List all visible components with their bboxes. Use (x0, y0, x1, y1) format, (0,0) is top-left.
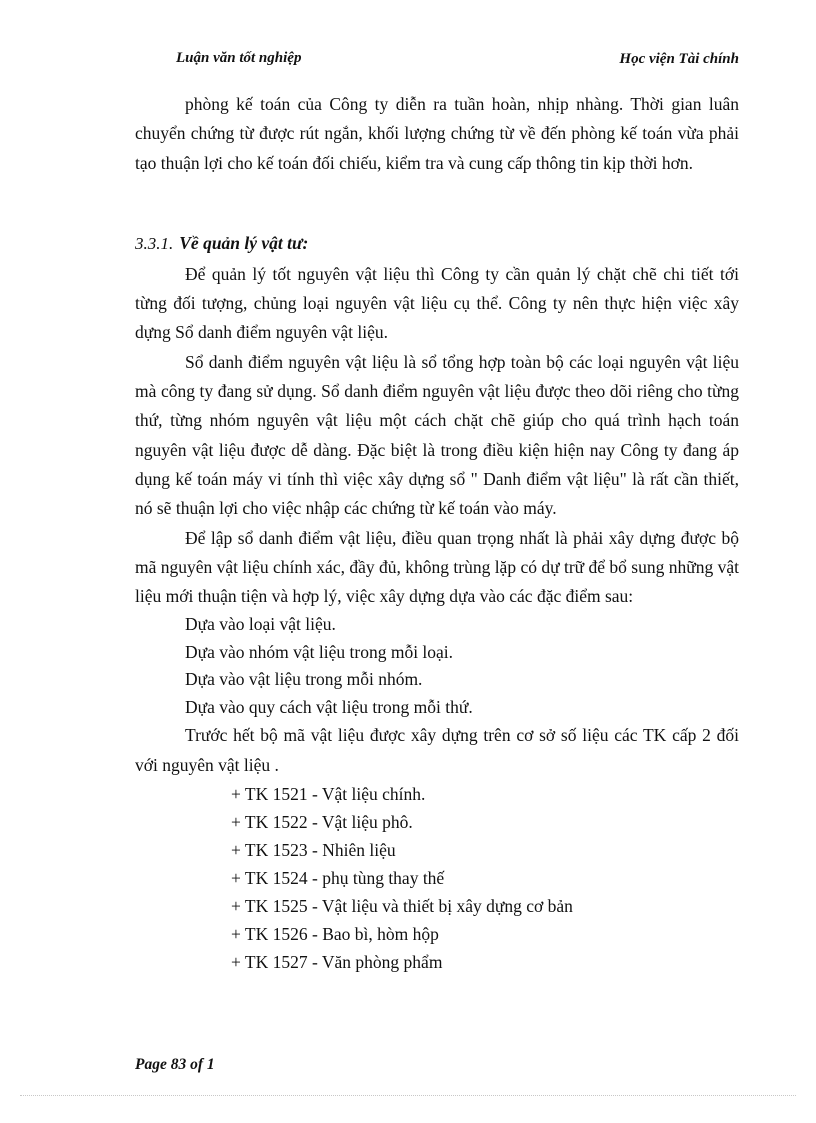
header-left: Luận văn tốt nghiệp (176, 50, 302, 66)
paragraph-5: Trước hết bộ mã vật liệu được xây dựng trên cơ sở số liệu các TK cấp 2 đối với nguyên vật liệu . (135, 725, 739, 775)
account-item: + TK 1524 - phụ tùng thay thế (231, 868, 445, 889)
account-item: + TK 1526 - Bao bì, hòm hộp (231, 924, 439, 945)
paragraph-3: Sổ danh điểm nguyên vật liệu là sổ tổng hợp toàn bộ các loại nguyên vật liệu mà công ty đang sử dụng. Sổ danh điểm nguyên vật liệu được theo dõi riêng cho từng thứ, từng nhóm nguyên vật liệu một cách chặt chẽ giúp cho quá trình hạch toán nguyên vật liệu được dễ dàng. Đặc biệt là trong điều kiện hiện nay Công ty đang áp dụng kế toán máy vi tính thì việc xây dựng sổ " Danh điểm vật liệu" là rất cần thiết, nó sẽ thuận lợi cho việc nhập các chứng từ kế toán vào máy. (135, 351, 739, 519)
basis-item: Dựa vào loại vật liệu. (185, 614, 336, 635)
header-right: Học viện Tài chính (619, 51, 739, 67)
basis-item: Dựa vào nhóm vật liệu trong mỗi loại. (185, 641, 454, 662)
account-item: + TK 1525 - Vật liệu và thiết bị xây dựng cơ bản (231, 896, 573, 917)
page-footer: Page 83 of 1 (135, 1056, 215, 1073)
paragraph-1: phòng kế toán của Công ty diễn ra tuần hoàn, nhịp nhàng. Thời gian luân chuyển chứng từ được rút ngắn, khối lượng chứng từ về đến phòng kế toán vừa phải tạo thuận lợi cho kế toán đối chiếu, kiểm tra và cung cấp thông tin kịp thời hơn. (135, 94, 739, 173)
paragraph-2: Để quản lý tốt nguyên vật liệu thì Công ty cần quản lý chặt chẽ chi tiết tới từng đối tượng, chủng loại nguyên vật liệu cụ thể. Công ty nên thực hiện việc xây dựng Sổ danh điểm nguyên vật liệu. (135, 263, 739, 343)
basis-item: Dựa vào vật liệu trong mỗi nhóm. (185, 669, 423, 690)
page-content (135, 90, 739, 976)
account-list (135, 780, 739, 976)
account-item: + TK 1522 - Vật liệu phô. (231, 812, 413, 833)
section-heading (135, 229, 739, 258)
account-item: + TK 1523 - Nhiên liệu (231, 840, 396, 861)
account-item: + TK 1521 - Vật liệu chính. (231, 784, 426, 805)
section-title: Về quản lý vật tư: (179, 232, 309, 253)
account-item: + TK 1527 - Văn phòng phẩm (231, 952, 443, 973)
paragraph-4: Để lập sổ danh điểm vật liệu, điều quan trọng nhất là phải xây dựng được bộ mã nguyên vật liệu chính xác, đầy đủ, không trùng lặp có dự trữ để bổ sung những vật liệu mới thuận tiện và hợp lý, việc xây dựng dựa vào các đặc điểm sau: (135, 527, 739, 607)
section-number: 3.3.1. (135, 233, 174, 253)
basis-item: Dựa vào quy cách vật liệu trong mỗi thứ. (185, 696, 473, 717)
page-bottom-rule (20, 1095, 796, 1096)
